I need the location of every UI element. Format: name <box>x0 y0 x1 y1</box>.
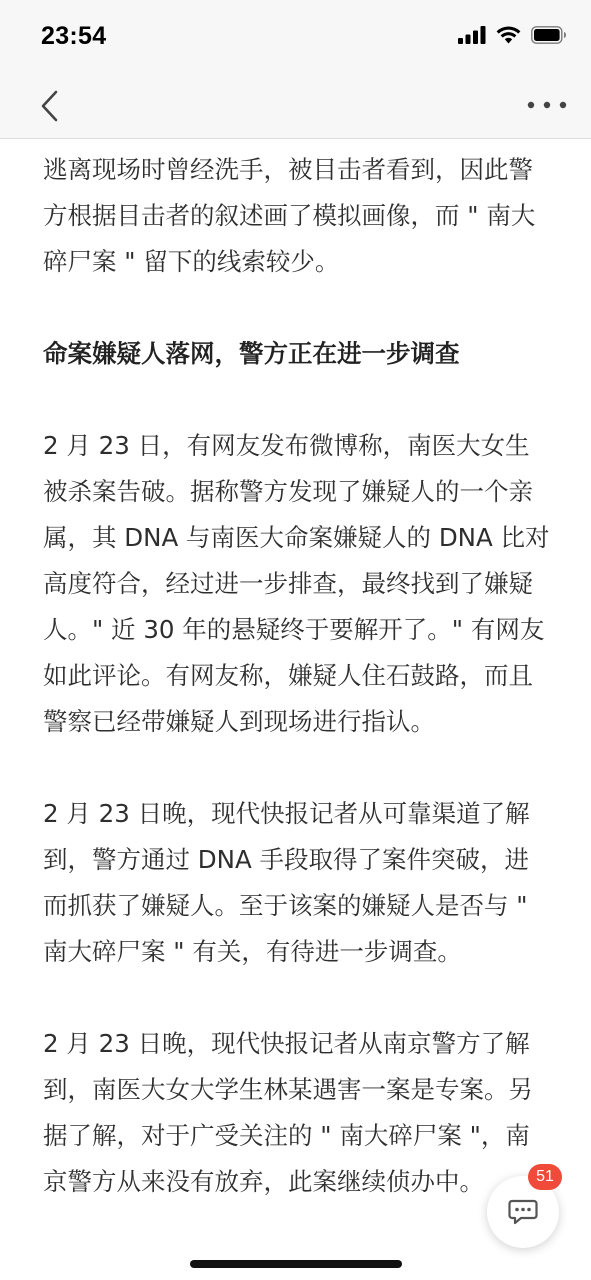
article-paragraph: 2 月 23 日，有网友发布微博称，南医大女生被杀案告破。据称警方发现了嫌疑人的一个亲属，其 DNA 与南医大命案嫌疑人的 DNA 比对高度符合，经过进一步排查，最终找到了嫌疑人。" 近 30 年的悬疑终于要解开了。" 有网友如此评论。有网友称，嫌疑人住石鼓路，而且警察已经带嫌疑人到现场进行指认。 <box>43 431 550 736</box>
article-paragraph: 逃离现场时曾经洗手，被目击者看到，因此警方根据目击者的叙述画了模拟画像，而 " 南大碎尸案 " 留下的线索较少。 <box>43 155 536 276</box>
status-time: 23:54 <box>41 22 107 50</box>
section-heading: 命案嫌疑人落网，警方正在进一步调查 <box>43 339 460 368</box>
article-body <box>43 139 553 1205</box>
article-paragraph: 2 月 23 日晚，现代快报记者从南京警方了解到，南医大女大学生林某遇害一案是专案。另据了解，对于广受关注的 " 南大碎尸案 "，南京警方从来没有放弃，此案继续侦办中。 <box>43 1029 533 1196</box>
battery-icon <box>531 26 567 44</box>
more-dots-icon <box>527 92 567 118</box>
status-icons <box>458 25 567 45</box>
signal-icon <box>458 26 486 44</box>
comment-icon <box>508 1199 538 1225</box>
comment-count-badge: 51 <box>528 1164 562 1190</box>
wifi-icon <box>496 26 521 44</box>
chevron-left-icon <box>36 86 66 126</box>
home-indicator[interactable] <box>190 1260 402 1268</box>
article-paragraph: 2 月 23 日晚，现代快报记者从可靠渠道了解到，警方通过 DNA 手段取得了案件突破，进而抓获了嫌疑人。至于该案的嫌疑人是否与 " 南大碎尸案 " 有关，有待进一步调查。 <box>43 799 530 966</box>
status-bar <box>0 0 591 72</box>
more-button[interactable] <box>527 92 567 118</box>
nav-bar <box>0 72 591 139</box>
back-button[interactable] <box>36 86 66 126</box>
